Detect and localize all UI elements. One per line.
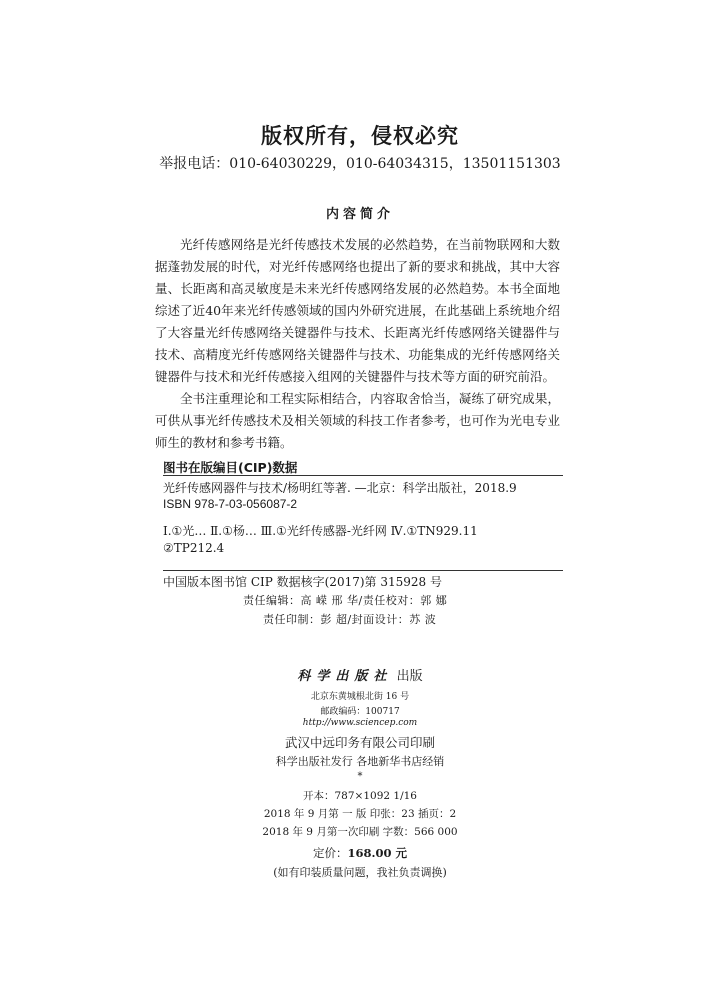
cip-verification: 中国版本图书馆 CIP 数据核字(2017)第 315928 号 [163, 575, 442, 589]
cip-bottom-rule [163, 570, 563, 571]
report-hotline: 举报电话：010-64030229，010-64034315，13501151303 [159, 156, 561, 172]
publisher-suffix: 出版 [396, 669, 423, 684]
publisher-address: 北京东黄城根北街 16 号 [310, 692, 410, 702]
cip-top-rule [163, 475, 563, 476]
publisher-line [0, 665, 720, 684]
printing-info: 2018 年 9 月第一次印刷 字数：566 000 [262, 826, 458, 838]
publisher-website: http://www.sciencep.com [302, 718, 418, 728]
quality-notice: (如有印装质量问题，我社负责调换) [273, 866, 447, 879]
cip-title: 图书在版编目(CIP)数据 [163, 460, 298, 475]
publisher-postcode: 邮政编码：100717 [320, 707, 400, 717]
price-label: 定价： [312, 846, 348, 860]
edition-info: 2018 年 9 月第 一 版 印张：23 插页：2 [263, 808, 457, 820]
cip-isbn: ISBN 978-7-03-056087-2 [163, 497, 298, 511]
intro-heading: 内容简介 [325, 207, 394, 222]
cip-classification: Ⅰ.①光… Ⅱ.①杨… Ⅲ.①光纤传感器-光纤网 Ⅳ.①TN929.11 [163, 524, 478, 538]
separator-star: * [357, 771, 363, 782]
price-line [0, 845, 720, 861]
intro-paragraph-1: 光纤传感网络是光纤传感技术发展的必然趋势，在当前物联网和大数据蓬勃发展的时代，对光纤传感网络也提出了新的要求和挑战，其中大容量、长距离和高灵敏度是未来光纤传感网络发展的必然趋势。本书全面地综述了近40年来光纤传感领域的国内外研究进展，在此基础上系统地介绍了大容量光纤传感网络关键器件与技术、长距离光纤传感网络关键器件与技术、高精度光纤传感网络关键器件与技术、功能集成的光纤传感网络关键器件与技术和光纤传感接入组网的关键器件与技术等方面的研究前沿。 [155, 237, 560, 384]
cip-classification-cont: ②TP212.4 [163, 541, 225, 555]
publisher-name: 科学出版社 [297, 669, 393, 684]
staff-editors: 责任编辑：高 嵘 邢 华/责任校对：郭 娜 [243, 594, 448, 607]
staff-production: 责任印制：彭 超/封面设计：苏 波 [263, 613, 437, 626]
intro-body [155, 234, 560, 454]
intro-paragraph-2: 全书注重理论和工程实际相结合，内容取舍恰当，凝练了研究成果，可供从事光纤传感技术及相关领域的科技工作者参考，也可作为光电专业师生的教材和参考书籍。 [155, 391, 560, 450]
book-format: 开本：787×1092 1/16 [303, 790, 417, 802]
copyright-notice: 版权所有，侵权必究 [261, 123, 459, 148]
cip-title-line: 光纤传感网器件与技术/杨明红等著. —北京：科学出版社，2018.9 [163, 481, 517, 495]
price-value: 168.00 元 [347, 846, 408, 860]
distribution: 科学出版社发行 各地新华书店经销 [275, 755, 445, 768]
printer: 武汉中远印务有限公司印刷 [284, 735, 435, 750]
